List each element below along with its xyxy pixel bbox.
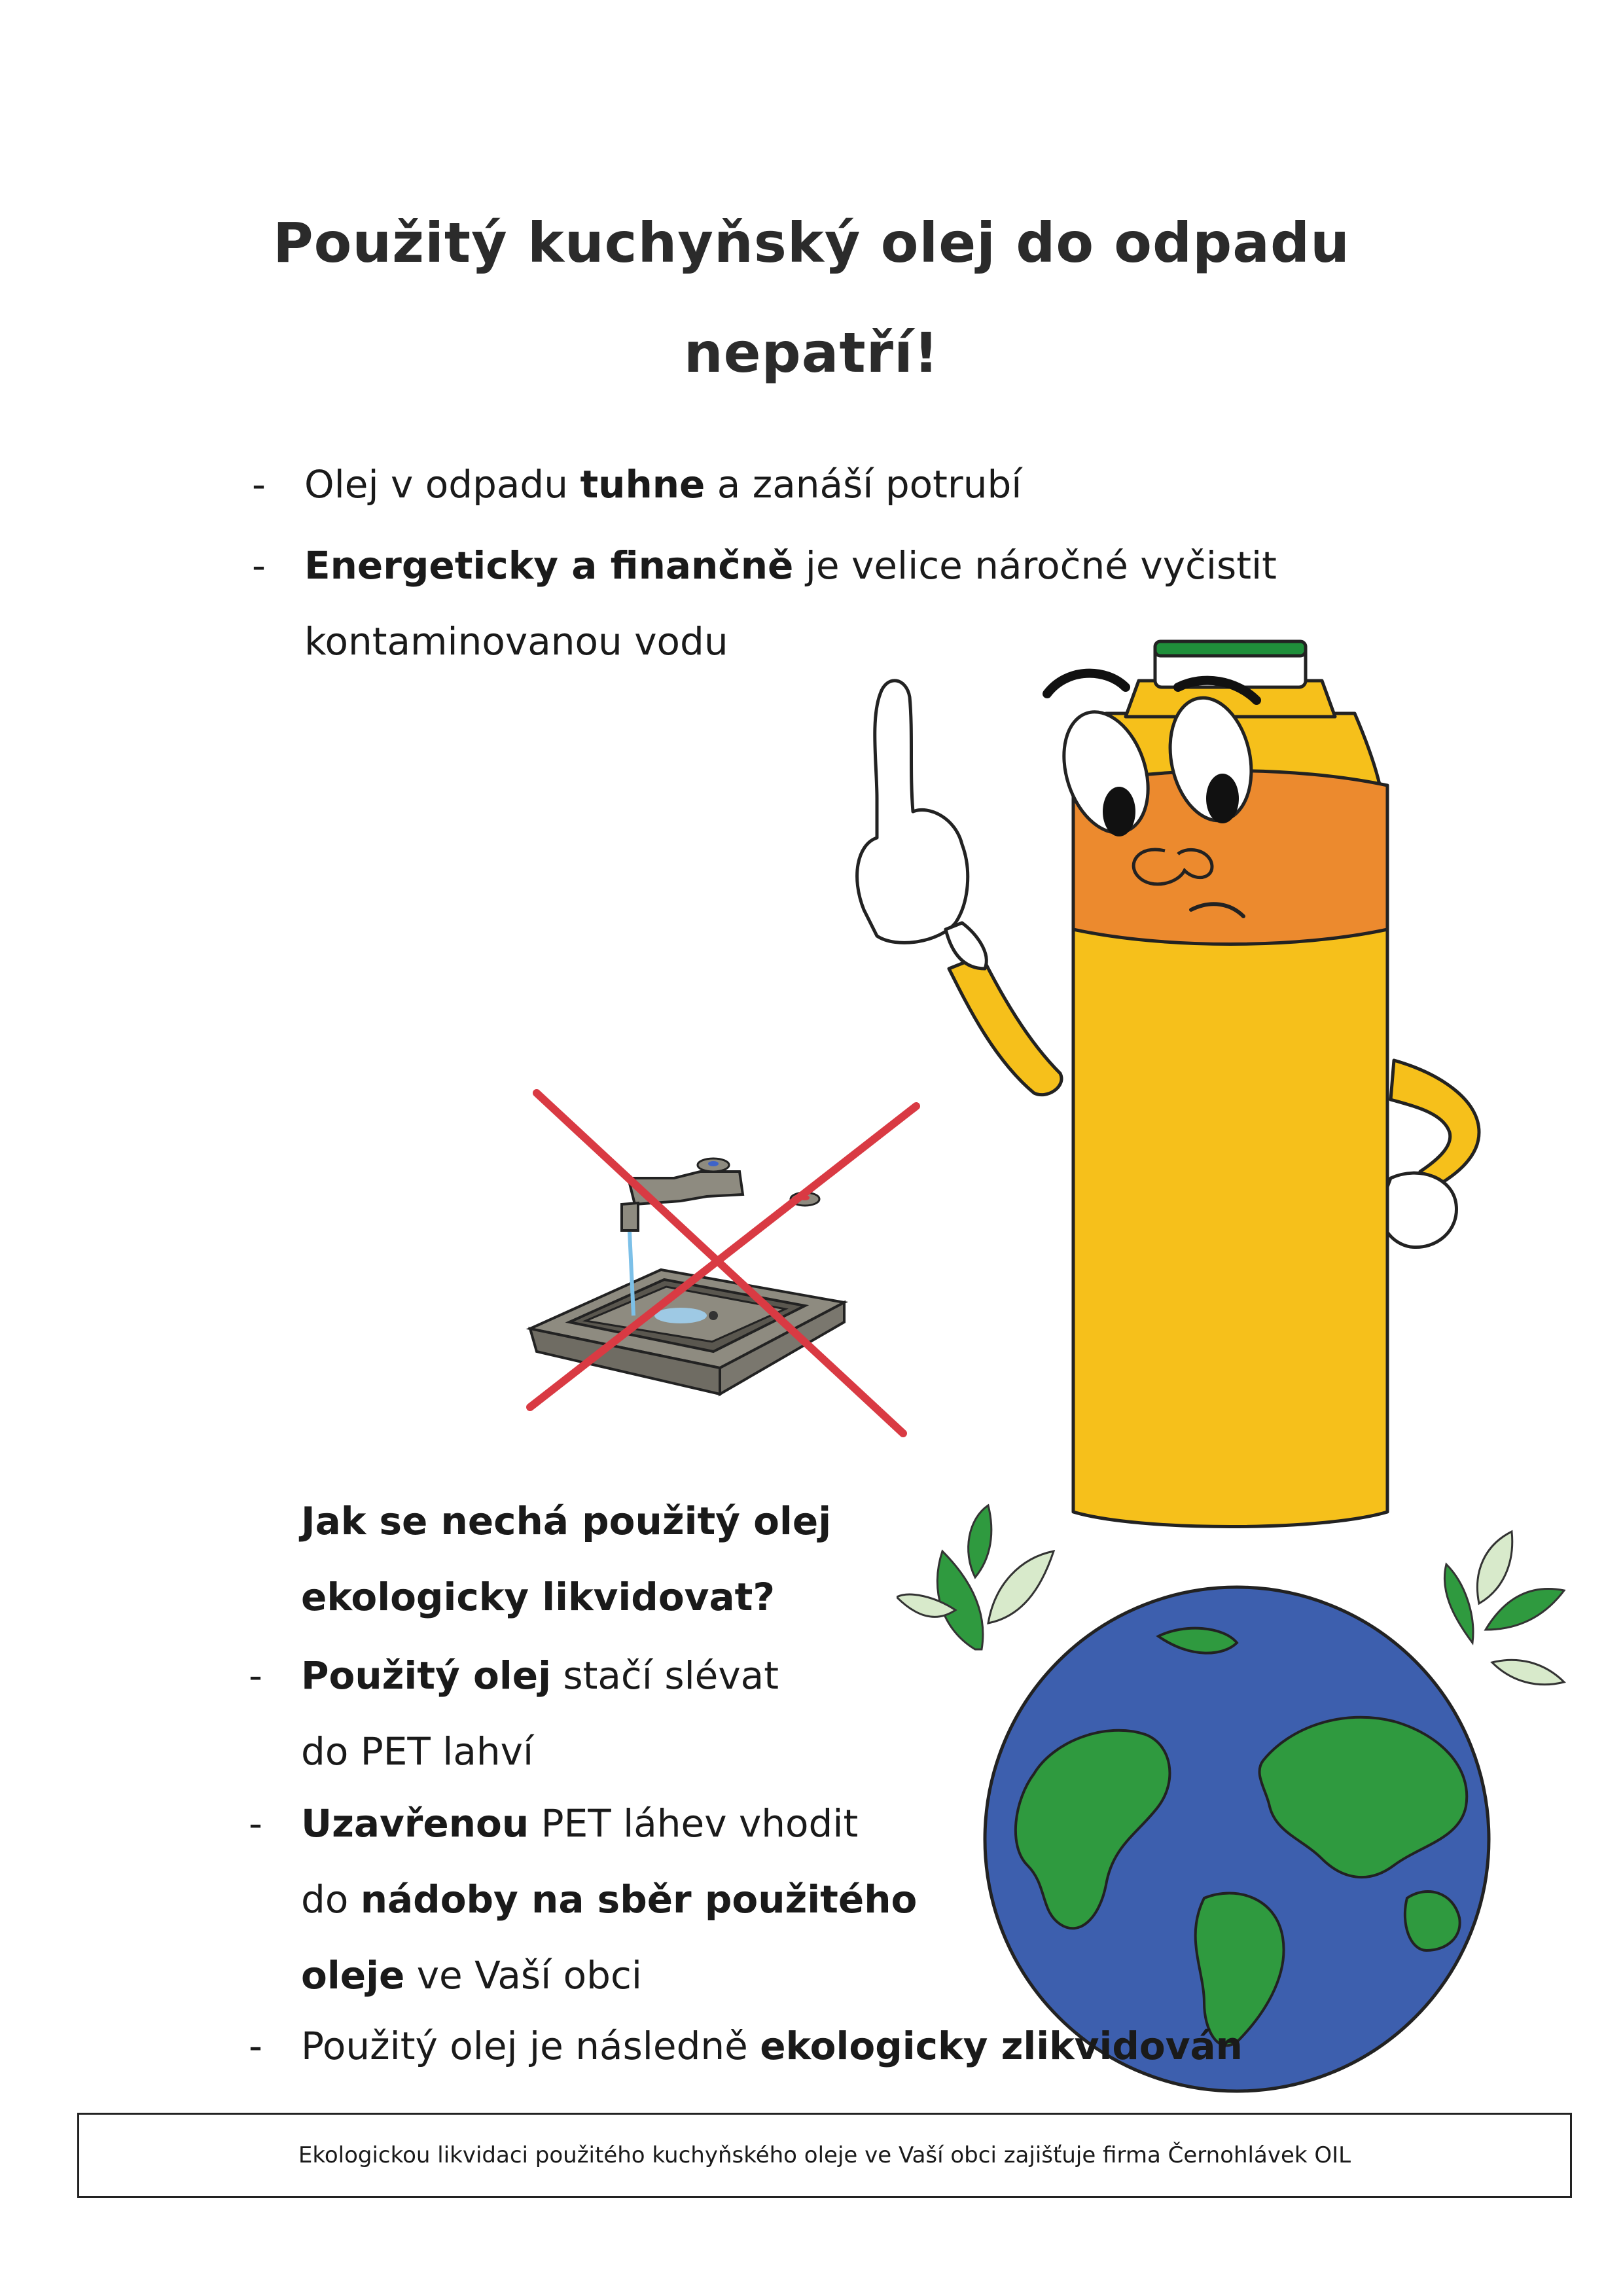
bullet-bold-text: Energeticky a finančně: [304, 543, 794, 588]
step-bullet-1: [249, 1638, 929, 1789]
page-title-line-2: nepatří!: [683, 321, 940, 385]
bullet-text: Použitý olej je následně: [301, 2024, 760, 2068]
footer-notice-box: [77, 2113, 1572, 2198]
bullet-text: do PET lahví: [301, 1729, 534, 1774]
bullet-dash: -: [249, 2024, 262, 2068]
disposal-subheading: [301, 1483, 942, 1635]
step-bullet-2: [249, 1785, 955, 2013]
bullet-text: a zanáší potrubí: [705, 462, 1022, 507]
bullet-dash: -: [249, 1653, 262, 1698]
subheading-line-2: ekologicky likvidovat?: [301, 1575, 775, 1619]
bullet-bold-text: oleje: [301, 1953, 405, 1998]
bullet-text: PET láhev vhodit: [529, 1801, 859, 1846]
footer-text: Ekologickou likvidaci použitého kuchyňského oleje ve Vaší obci zajišťuje firma Černohlávek OIL: [298, 2142, 1351, 2168]
bullet-bold-text: tuhne: [580, 462, 705, 507]
bullet-dash: -: [252, 543, 266, 588]
bullet-text: Olej v odpadu: [304, 462, 580, 507]
earth-globe-icon: [897, 1492, 1577, 2094]
bullet-text: stačí slévat: [550, 1653, 779, 1698]
bullet-text: ve Vaší obci: [404, 1953, 642, 1998]
bullet-bold-text: Uzavřenou: [301, 1801, 529, 1846]
oil-bottle-mascot-icon: [798, 602, 1571, 1532]
intro-bullet-1: [252, 446, 1351, 522]
bullet-text: je velice náročné vyčistit: [793, 543, 1277, 588]
bullet-bold-text: nádoby na sběr použitého: [360, 1877, 918, 1922]
bullet-bold-text: ekologicky zlikvidován: [760, 2024, 1243, 2068]
bullet-bold-text: Použitý olej: [301, 1653, 551, 1698]
bullet-dash: -: [252, 462, 266, 507]
step-bullet-3: [249, 2008, 1348, 2084]
bullet-text: do: [301, 1877, 361, 1922]
page-title-line-1: Použitý kuchyňský olej do odpadu: [273, 211, 1350, 275]
bullet-dash: -: [249, 1801, 262, 1846]
subheading-line-1: Jak se nechá použitý olej: [301, 1499, 832, 1543]
bullet-text: kontaminovanou vodu: [304, 619, 728, 664]
